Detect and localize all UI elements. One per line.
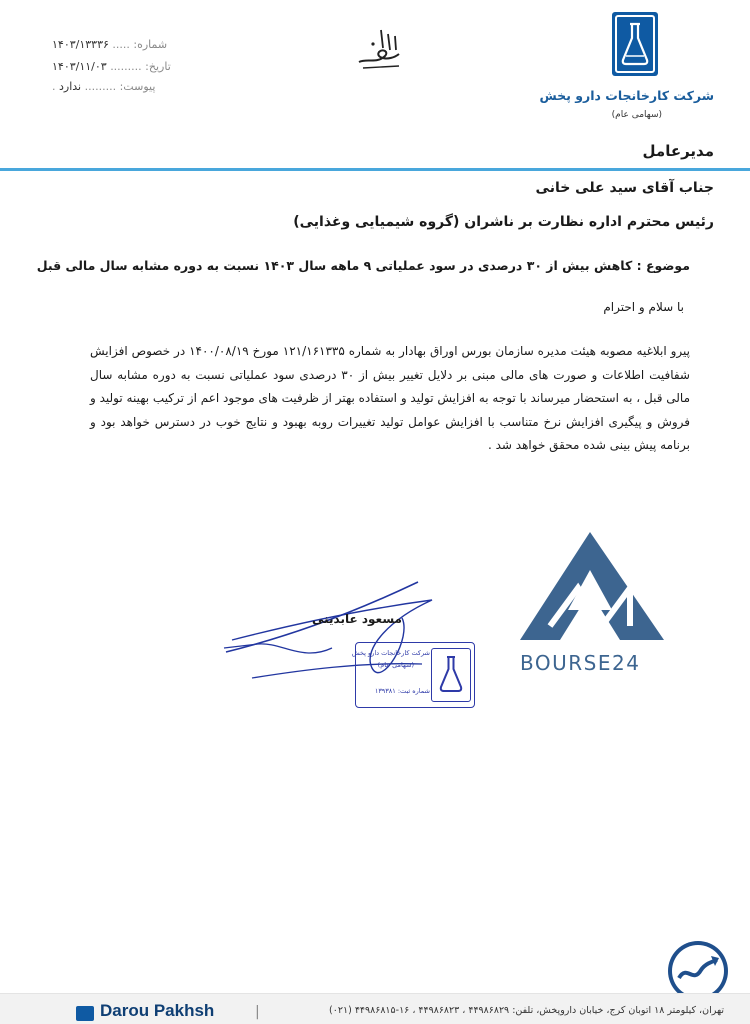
- invocation-calligraphy: [355, 22, 405, 74]
- footer-separator: |: [255, 1004, 260, 1020]
- letter-date-label: تاریخ:: [145, 60, 171, 73]
- bourse24-logo: [520, 530, 666, 678]
- letter-number-value: ۱۴۰۳/۱۳۳۳۶: [52, 38, 109, 51]
- letter-attachment-value: ندارد: [59, 80, 82, 93]
- company-logo: [612, 12, 658, 76]
- greeting: با سلام و احترام: [603, 300, 684, 314]
- company-type: (سهامی عام): [611, 110, 662, 120]
- stamp-company-type: (سهامی عام): [377, 661, 414, 669]
- letter-body: پیرو ابلاغیه مصوبه هیئت مدیره سازمان بورس اوراق بهادار به شماره ۱۲۱/۱۶۱۳۳۵ مورخ ۱۴۰۰/۰۸/۱۹ در خصوص افزایش شفافیت اطلاعات و صورت های مالی مبنی بر دلایل تغییر بیش از ۳۰ درصدی سود عملیاتی نسبت به دوره مشابه سال مالی قبل ، به استحضار میرساند با توجه به افزایش تولید و استفاده بهتر از ظرفیت های موجود اعم از ترکیب بهینه تولید و فروش و پیگیری افزایش نرخ متناسب با افزایش عوامل تولید تغییرات روبه بهبود و نتایج خوب در دسترس خواهد بود و برنامه پیش بینی شده محقق خواهد شد .: [90, 344, 691, 452]
- flask-icon: [612, 12, 658, 76]
- letter-attachment-label: پیوست:: [119, 80, 156, 93]
- letter-attachment-row: پیوست: ......... ندارد .: [52, 80, 156, 93]
- stamp-flask-icon: [432, 649, 470, 701]
- footer-logo-icon: [76, 1006, 94, 1021]
- letter-date-row: تاریخ: ......... ۱۴۰۳/۱۱/۰۳: [52, 60, 171, 73]
- stamp-logo: [431, 648, 471, 702]
- letter-date-value: ۱۴۰۳/۱۱/۰۳: [52, 60, 107, 73]
- sender-title: مدیرعامل: [642, 142, 714, 160]
- bourse24-wordmark: BOURSE24: [520, 651, 641, 675]
- footer-address: تهران، کیلومتر ۱۸ اتوبان کرج، خیابان داروپخش، تلفن: ۴۴۹۸۶۸۲۹ ، ۴۴۹۸۶۸۲۳ ، ۱۶-۴۴۹۸۶۸۱۵ (۰۲۱): [329, 1005, 724, 1016]
- recipient-position: رئیس محترم اداره نظارت بر ناشران (گروه شیمیایی وغذایی): [293, 214, 714, 230]
- letter-subject: موضوع : کاهش بیش از ۳۰ درصدی در سود عملیاتی ۹ ماهه سال ۱۴۰۳ نسبت به دوره مشابه سال مالی قبل: [36, 258, 690, 273]
- footer-brand: Darou Pakhsh: [100, 1001, 215, 1020]
- header-divider: [0, 168, 750, 171]
- signatory-name: مسعود عابدینی: [312, 612, 402, 626]
- stamp-registration-number: شماره ثبت: ۱۳۹۳۸۱: [374, 687, 430, 695]
- stamp-company-name: شرکت کارخانجات دارو پخش: [351, 649, 430, 657]
- recipient-name: جناب آقای سید علی خانی: [535, 180, 714, 196]
- company-name: شرکت کارخانجات دارو پخش: [539, 88, 714, 103]
- letter-number-label: شماره:: [133, 38, 168, 51]
- letter-number-row: شماره: ..... ۱۴۰۳/۱۳۳۳۶: [52, 38, 168, 51]
